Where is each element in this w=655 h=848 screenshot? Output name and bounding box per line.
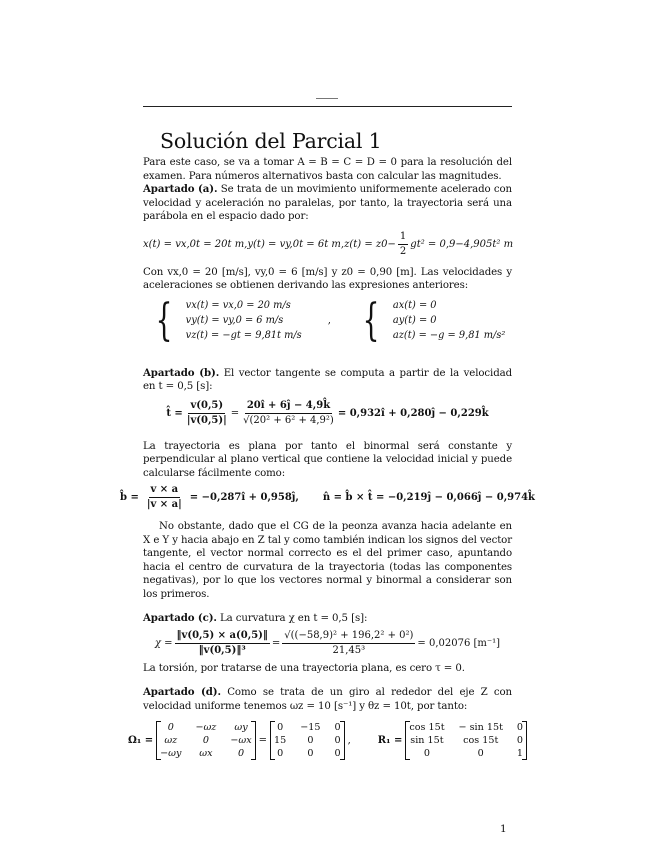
page-title: Solución del Parcial 1 <box>160 129 382 153</box>
curvature-equation: χ = $\frac{‖v(0,5) \times a(0,5)‖}{\text{‖v(0,5)‖³}}$ = $\frac{\text{√((−58,9)² + 196,2² + 0²)}}{\text{21,45³}}$ = 0,02076 [m⁻¹] <box>154 630 501 656</box>
header-rule <box>143 106 512 107</box>
section-b-heading: Apartado (b). <box>143 366 220 379</box>
section-b-paragraph: Apartado (b). El vector tangente se computa a partir de la velocidad en t = 0,5 [s]: <box>143 366 513 392</box>
omega-numeric-matrix: 0 −15 0 15 0 0 0 0 0 <box>270 721 345 760</box>
section-a-text: Se trata de un movimiento uniformemente acelerado con velocidad y aceleración no paralelas, por tanto, la trayectoria será una parábola en el espacio dado por: <box>143 184 512 222</box>
position-equations <box>143 230 512 260</box>
section-a-paragraph <box>143 183 512 224</box>
eq-z: z(t) = z0− $\frac{1}{2}$ gt² = 0,9−4,905t² m <box>344 231 514 257</box>
intro-paragraph: Para este caso, se va a tomar A = B = C = D = 0 para la resolución del examen. Para números alternativos basta con calcular las magnitudes. <box>143 157 512 182</box>
section-a-heading: Apartado (a). <box>143 183 218 195</box>
velocity-system: vx(t) = vx,0 = 20 m/s vy(t) = vy,0 = 6 m/s vz(t) = −gt = 9,81t m/s <box>185 300 302 341</box>
section-b-text3: No obstante, dado que el CG de la peonza avanza hacia adelante en X e Y y hacia abajo en Z tal y como también indican los signos del vector tangente, el vector normal correcto es el del primer caso, apuntando hacia el centro de curvatura de la trayectoria (todas las componentes negativas), por lo que los vectores normal y binormal a considerar son los primeros. <box>143 521 512 600</box>
page-number: 1 <box>500 823 507 835</box>
rotation-matrix: cos 15t − sin 15t 0 sin 15t cos 15t 0 0 0 1 <box>405 721 527 760</box>
document-body <box>120 126 535 767</box>
section-d-heading: Apartado (d). <box>143 686 221 698</box>
derivative-systems: { vx(t) = vx,0 = 20 m/s vy(t) = vy,0 = 6 m/s vz(t) = −gt = 9,81t m/s , { ax(t) = 0 ay(t) = 0 az(t) = −g = 9,81 m/s² <box>155 294 506 346</box>
header-short-rule <box>316 98 338 99</box>
eq-y: y(t) = vy,0t = 6t m, <box>247 239 345 250</box>
binormal-equation: b̂ = $\frac{v \times a}{|v \times a|}$ = −0,287î + 0,958ĵ, n̂ = b̂ × t̂ = −0,219ĵ − 0,066ĵ − 0,974k̂ <box>120 483 535 510</box>
section-c-paragraph: Apartado (c). La curvatura χ en t = 0,5 [s]: <box>143 612 368 624</box>
tangent-equation: t̂ = $\frac{v(0,5)}{|v(0,5)|}$ = $\frac{20î + 6ĵ - 4,9k̂}{\text{√(20² + 6² + 4,9²)}}$ = 0,932î + 0,280ĵ − 0,229k̂ <box>166 400 489 426</box>
rotation-matrices: Ω₁ = 0 −ωz ωy ωz 0 −ωx −ωy ωx 0 = 0 −15 0 15 0 0 0 0 0 , R₁ = cos 15t − sin 15t 0 sin 15t cos 15t 0 0 0 1 <box>143 713 512 767</box>
section-c-text2: La torsión, por tratarse de una trayectoria plana, es cero τ = 0. <box>143 662 465 674</box>
omega-symbolic-matrix: 0 −ωz ωy ωz 0 −ωx −ωy ωx 0 <box>156 721 256 760</box>
section-c-heading: Apartado (c). <box>143 612 217 624</box>
section-d-paragraph: Apartado (d). Como se trata de un giro al rededor del eje Z con velocidad uniforme tenemos ωz = 10 [s⁻¹] y θz = 10t, por tanto: <box>143 686 513 712</box>
acceleration-system: ax(t) = 0 ay(t) = 0 az(t) = −g = 9,81 m/s² <box>392 300 506 341</box>
section-a-text2: Con vx,0 = 20 [m/s], vy,0 = 6 [m/s] y z0 = 0,90 [m]. Las velocidades y aceleraciones se obtienen derivando las expresiones anteriores: <box>143 266 512 291</box>
eq-x: x(t) = vx,0t = 20t m, <box>143 239 248 250</box>
section-b-text2: La trayectoria es plana por tanto el binormal será constante y perpendicular al plano vertical que contiene la velocidad inicial y puede calcularse fácilmente como: <box>143 440 512 479</box>
